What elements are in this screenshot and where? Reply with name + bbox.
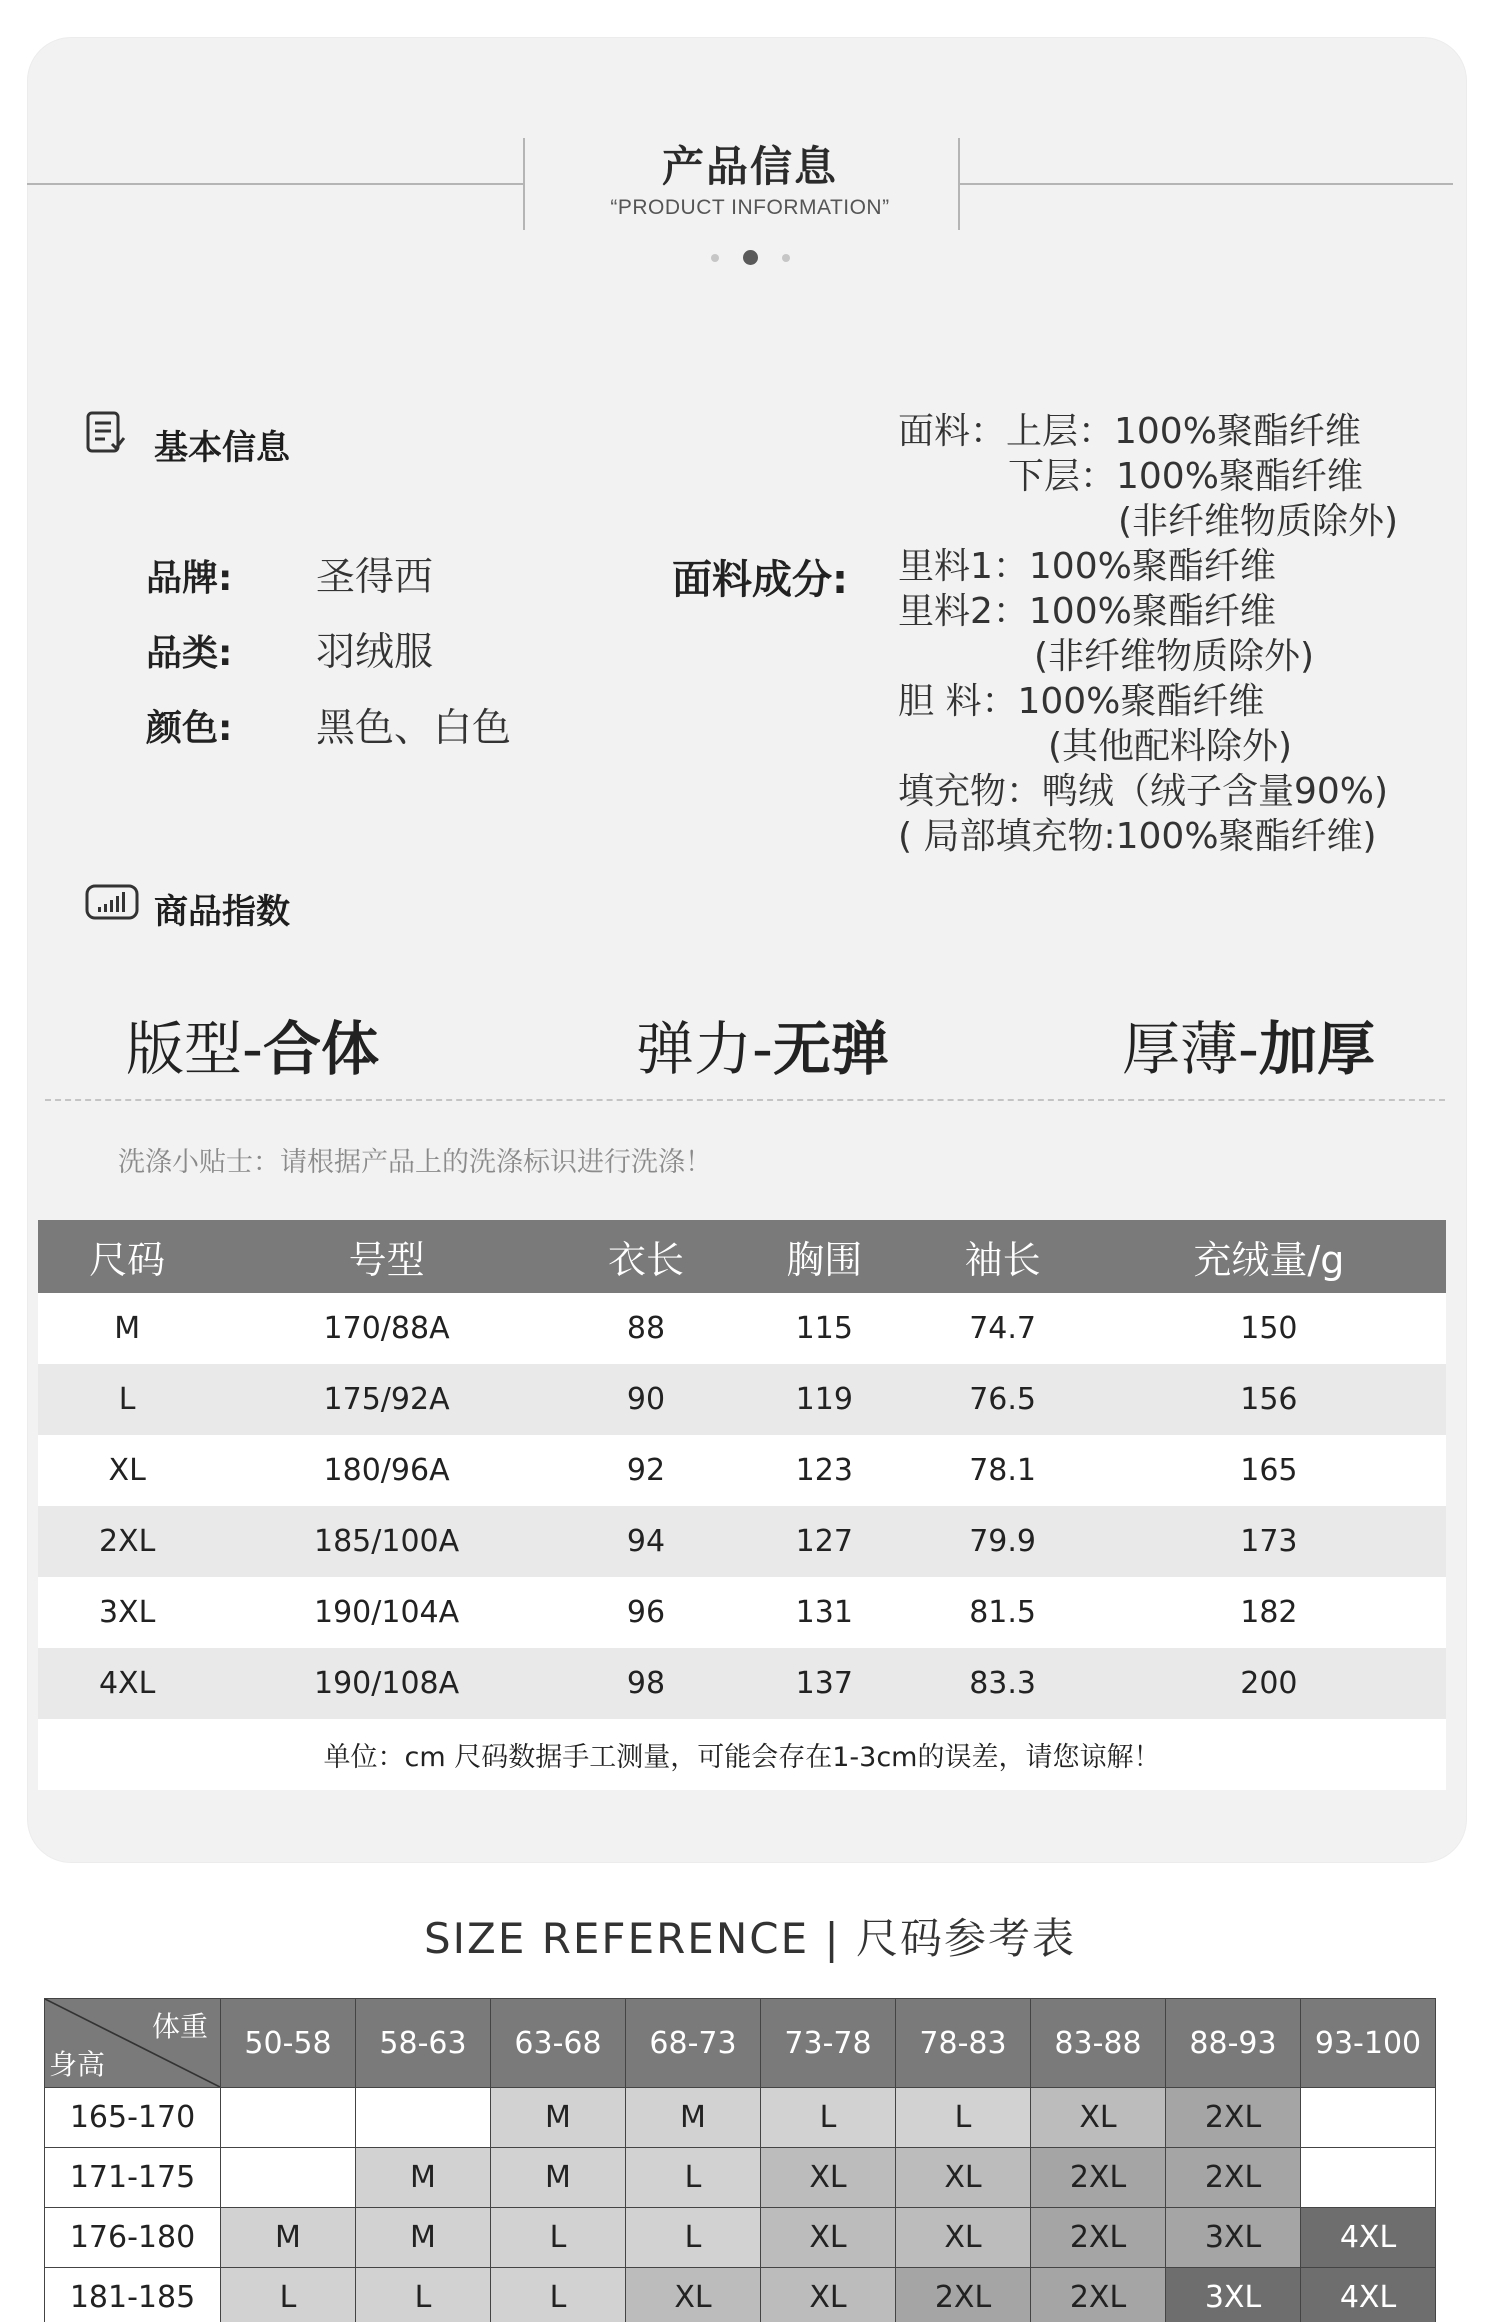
color-label: 颜色: bbox=[146, 708, 233, 749]
size-cell bbox=[221, 2148, 356, 2208]
fabric-line: (其他配料除外) bbox=[1048, 726, 1293, 767]
height-range: 165-170 bbox=[45, 2088, 221, 2148]
size-cell: L bbox=[761, 2088, 896, 2148]
size-cell: M bbox=[356, 2148, 491, 2208]
size-cell bbox=[221, 2088, 356, 2148]
index-elasticity bbox=[636, 1002, 889, 1086]
dot bbox=[782, 254, 790, 262]
table-row bbox=[38, 1364, 1446, 1435]
weight-range: 50-58 bbox=[221, 1999, 356, 2088]
size-cell: M bbox=[221, 2208, 356, 2268]
size-cell bbox=[356, 2088, 491, 2148]
size-reference-title: SIZE REFERENCE | 尺码参考表 bbox=[424, 1914, 1076, 1963]
corner-header bbox=[45, 1999, 221, 2088]
header-cell: 衣长 bbox=[557, 1220, 735, 1293]
size-cell: 2XL bbox=[1031, 2148, 1166, 2208]
cell: 190/108A bbox=[216, 1648, 557, 1719]
category-label: 品类: bbox=[146, 633, 233, 674]
size-cell: 2XL bbox=[1031, 2268, 1166, 2322]
weight-range: 88-93 bbox=[1166, 1999, 1301, 2088]
wash-tip: 洗涤小贴士：请根据产品上的洗涤标识进行洗涤！ bbox=[118, 1147, 712, 1178]
carousel-dots bbox=[0, 250, 1500, 265]
header-cell: 胸围 bbox=[735, 1220, 913, 1293]
height-label: 身高 bbox=[49, 2048, 106, 2081]
color-value: 黑色、白色 bbox=[316, 706, 512, 751]
cell: 74.7 bbox=[913, 1293, 1091, 1364]
size-cell: L bbox=[626, 2208, 761, 2268]
weight-range: 83-88 bbox=[1031, 1999, 1166, 2088]
fabric-line: 填充物：鸭绒（绒子含量90%) bbox=[898, 771, 1389, 812]
size-cell: 3XL bbox=[1166, 2268, 1301, 2322]
cell: 137 bbox=[735, 1648, 913, 1719]
index-thickness-name: 厚薄- bbox=[1122, 1015, 1259, 1083]
page-title: 产品信息 bbox=[661, 142, 838, 191]
size-table bbox=[38, 1220, 1446, 1790]
size-table-header bbox=[38, 1220, 1446, 1293]
cell: 173 bbox=[1092, 1506, 1446, 1577]
cell: 88 bbox=[557, 1293, 735, 1364]
cell: 96 bbox=[557, 1577, 735, 1648]
weight-range: 63-68 bbox=[491, 1999, 626, 2088]
cell: 94 bbox=[557, 1506, 735, 1577]
size-cell bbox=[1301, 2148, 1436, 2208]
cell: M bbox=[38, 1293, 216, 1364]
cell: 185/100A bbox=[216, 1506, 557, 1577]
table-row bbox=[38, 1506, 1446, 1577]
size-cell: XL bbox=[761, 2268, 896, 2322]
size-reference-header bbox=[45, 1999, 1436, 2088]
cell: 180/96A bbox=[216, 1435, 557, 1506]
weight-range: 58-63 bbox=[356, 1999, 491, 2088]
cell: 165 bbox=[1092, 1435, 1446, 1506]
size-cell: XL bbox=[761, 2208, 896, 2268]
size-cell: XL bbox=[896, 2148, 1031, 2208]
weight-range: 78-83 bbox=[896, 1999, 1031, 2088]
fabric-line: 胆 料：100%聚酯纤维 bbox=[898, 681, 1265, 722]
page-subtitle: “PRODUCT INFORMATION” bbox=[610, 196, 890, 219]
basic-info-title: 基本信息 bbox=[154, 428, 290, 468]
dot bbox=[711, 254, 719, 262]
size-cell: 2XL bbox=[896, 2268, 1031, 2322]
dot-active bbox=[743, 250, 758, 265]
index-elasticity-value: 无弹 bbox=[772, 1015, 889, 1083]
signal-bars-icon bbox=[84, 882, 140, 922]
size-cell: L bbox=[896, 2088, 1031, 2148]
measurement-note: 单位：cm 尺码数据手工测量，可能会存在1-3cm的误差，请您谅解！ bbox=[38, 1719, 1446, 1790]
cell: 2XL bbox=[38, 1506, 216, 1577]
cell: 200 bbox=[1092, 1648, 1446, 1719]
index-thickness-value: 加厚 bbox=[1258, 1015, 1375, 1083]
divider bbox=[45, 1099, 1445, 1101]
cell: 131 bbox=[735, 1577, 913, 1648]
height-range: 176-180 bbox=[45, 2208, 221, 2268]
cell: 127 bbox=[735, 1506, 913, 1577]
fabric-label: 面料成分: bbox=[672, 557, 848, 603]
cell: 119 bbox=[735, 1364, 913, 1435]
cell: 76.5 bbox=[913, 1364, 1091, 1435]
table-row bbox=[38, 1293, 1446, 1364]
header-cell: 袖长 bbox=[913, 1220, 1091, 1293]
header-cell: 号型 bbox=[216, 1220, 557, 1293]
cell: XL bbox=[38, 1435, 216, 1506]
index-elasticity-name: 弹力- bbox=[636, 1015, 773, 1083]
table-row bbox=[45, 2268, 1436, 2322]
size-cell: L bbox=[221, 2268, 356, 2322]
size-reference-table bbox=[44, 1998, 1436, 2322]
table-row bbox=[45, 2148, 1436, 2208]
category-value: 羽绒服 bbox=[316, 630, 434, 675]
cell: 81.5 bbox=[913, 1577, 1091, 1648]
table-row bbox=[45, 2088, 1436, 2148]
cell: L bbox=[38, 1364, 216, 1435]
cell: 92 bbox=[557, 1435, 735, 1506]
table-row bbox=[38, 1648, 1446, 1719]
height-range: 181-185 bbox=[45, 2268, 221, 2322]
index-fit bbox=[126, 1002, 379, 1086]
header-cell: 尺码 bbox=[38, 1220, 216, 1293]
size-cell: L bbox=[491, 2208, 626, 2268]
cell: 98 bbox=[557, 1648, 735, 1719]
size-cell: 3XL bbox=[1166, 2208, 1301, 2268]
document-icon bbox=[84, 410, 128, 454]
header-cell: 充绒量/g bbox=[1092, 1220, 1446, 1293]
size-cell: M bbox=[491, 2088, 626, 2148]
size-cell: 4XL bbox=[1301, 2268, 1436, 2322]
brand-value: 圣得西 bbox=[316, 555, 434, 600]
size-cell: L bbox=[626, 2148, 761, 2208]
fabric-line: (非纤维物质除外) bbox=[1034, 636, 1315, 677]
size-cell: M bbox=[491, 2148, 626, 2208]
size-cell: M bbox=[626, 2088, 761, 2148]
fabric-line: 面料：上层：100%聚酯纤维 bbox=[898, 411, 1361, 452]
size-cell: 4XL bbox=[1301, 2208, 1436, 2268]
fabric-line: 下层：100%聚酯纤维 bbox=[1008, 456, 1363, 497]
cell: 83.3 bbox=[913, 1648, 1091, 1719]
cell: 150 bbox=[1092, 1293, 1446, 1364]
cell: 123 bbox=[735, 1435, 913, 1506]
weight-range: 68-73 bbox=[626, 1999, 761, 2088]
cell: 90 bbox=[557, 1364, 735, 1435]
table-row bbox=[38, 1435, 1446, 1506]
index-title: 商品指数 bbox=[154, 892, 290, 932]
cell: 79.9 bbox=[913, 1506, 1091, 1577]
fabric-line: (非纤维物质除外) bbox=[1118, 501, 1399, 542]
size-cell: XL bbox=[1031, 2088, 1166, 2148]
table-note-row bbox=[38, 1719, 1446, 1790]
size-cell bbox=[1301, 2088, 1436, 2148]
cell: 156 bbox=[1092, 1364, 1446, 1435]
weight-label: 体重 bbox=[151, 2010, 208, 2043]
fabric-line: ( 局部填充物:100%聚酯纤维) bbox=[898, 816, 1377, 857]
size-cell: L bbox=[491, 2268, 626, 2322]
size-cell: XL bbox=[626, 2268, 761, 2322]
table-row bbox=[45, 2208, 1436, 2268]
size-cell: 2XL bbox=[1031, 2208, 1166, 2268]
size-cell: M bbox=[356, 2208, 491, 2268]
fabric-line: 里料1：100%聚酯纤维 bbox=[898, 546, 1276, 587]
cell: 115 bbox=[735, 1293, 913, 1364]
size-cell: XL bbox=[896, 2208, 1031, 2268]
index-fit-value: 合体 bbox=[262, 1015, 379, 1083]
cell: 78.1 bbox=[913, 1435, 1091, 1506]
table-row bbox=[38, 1577, 1446, 1648]
size-cell: 2XL bbox=[1166, 2088, 1301, 2148]
cell: 4XL bbox=[38, 1648, 216, 1719]
cell: 3XL bbox=[38, 1577, 216, 1648]
weight-range: 73-78 bbox=[761, 1999, 896, 2088]
height-range: 171-175 bbox=[45, 2148, 221, 2208]
weight-range: 93-100 bbox=[1301, 1999, 1436, 2088]
cell: 182 bbox=[1092, 1577, 1446, 1648]
index-fit-name: 版型- bbox=[126, 1015, 263, 1083]
fabric-line: 里料2：100%聚酯纤维 bbox=[898, 591, 1276, 632]
size-cell: L bbox=[356, 2268, 491, 2322]
cell: 190/104A bbox=[216, 1577, 557, 1648]
brand-label: 品牌: bbox=[146, 558, 233, 599]
size-cell: XL bbox=[761, 2148, 896, 2208]
cell: 170/88A bbox=[216, 1293, 557, 1364]
cell: 175/92A bbox=[216, 1364, 557, 1435]
index-thickness bbox=[1122, 1002, 1375, 1086]
size-cell: 2XL bbox=[1166, 2148, 1301, 2208]
